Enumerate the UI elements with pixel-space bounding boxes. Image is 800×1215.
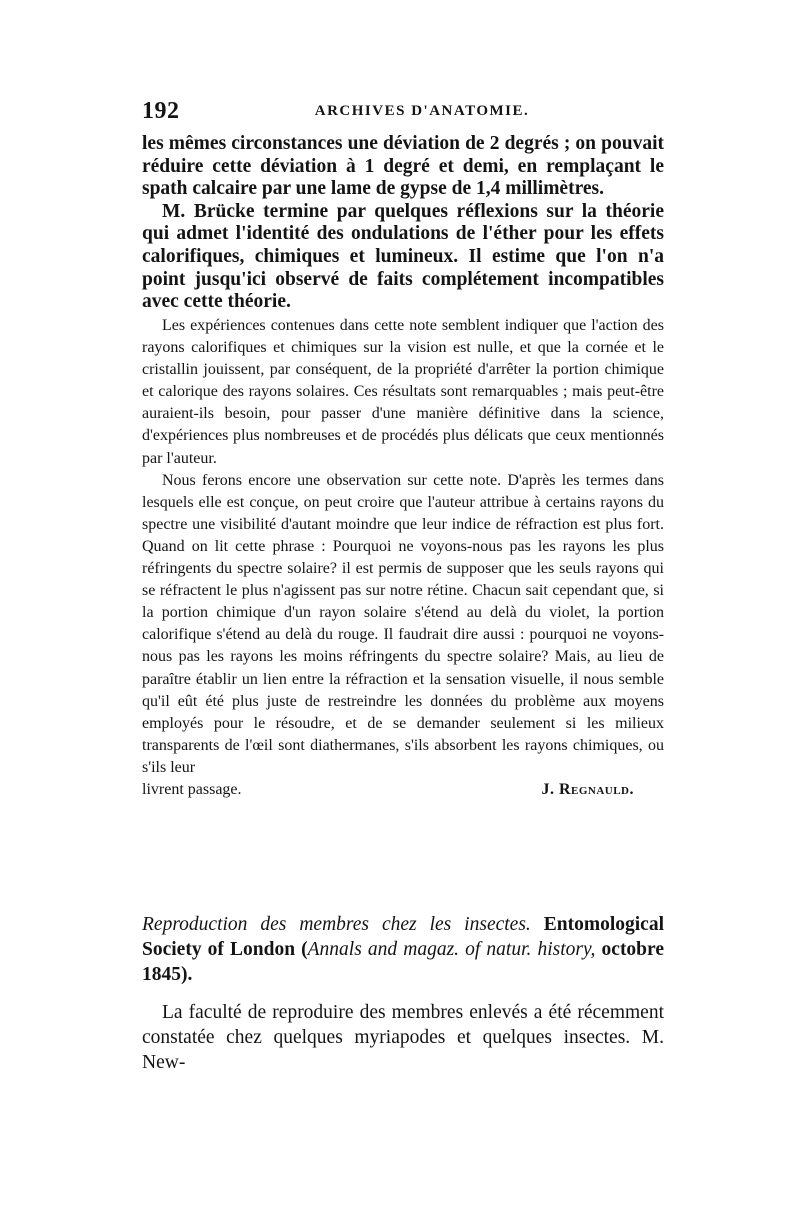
final-paragraph	[142, 1000, 664, 1075]
note-paragraph-2: Nous ferons encore une observation sur cette note. D'après les termes dans lesquels elle est conçue, on peut croire que l'auteur attribue à certains rayons du spectre une visibilité d'autant moindre que leur indice de réfraction est plus fort. Quand on lit cette phrase : Pourquoi ne voyons-nous pas les rayons les plus réfringents du spectre solaire? il est permis de supposer que les seuls rayons qui se réfractent le plus n'agissent pas sur notre rétine. Chacun sait cependant que, si la portion chimique d'un rayon solaire s'étend au delà du violet, la portion calorifique s'étend au delà du rouge. Il faudrait dire aussi : pourquoi ne voyons-nous pas les rayons les moins réfringents du spectre solaire? Mais, au lieu de paraître établir un lien entre la réfraction et la sensation visuelle, il nous semble qu'il eût été plus juste de restreindre les données du problème aux moyens employés pour le résoudre, et de se demander seulement si les milieux transparents de l'œil sont diathermanes, s'ils absorbent les rayons chimiques, ou s'ils leur	[142, 471, 664, 776]
editor-note	[142, 315, 664, 801]
journal-name: Annals and magaz. of natur. history,	[307, 939, 596, 960]
section-heading-reproduction	[142, 912, 664, 987]
note-last-line: livrent passage.	[142, 780, 242, 798]
note-closing-line	[142, 779, 664, 801]
note-signature: J. Regnauld.	[541, 780, 634, 798]
note-paragraph-1: Les expériences contenues dans cette note semblent indiquer que l'action des rayons calorifiques et chimiques sur la vision est nulle, et que la cornée et le cristallin jouissent, par conséquent, de la propriété d'arrêter la portion chimique et calorique des rayons solaires. Ces résultats sont remarquables ; mais peut-être auraient-ils besoin, pour passer d'une manière définitive dans la science, d'expériences plus nombreuses et de procédés plus délicats que ceux mentionnés par l'auteur.	[142, 317, 664, 467]
citation-date: octobre 1845).	[142, 939, 664, 985]
paragraph-brucke: M. Brücke termine par quelques réflexions sur la théorie qui admet l'identité des ondulations de l'éther pour les effets calorifiques, chimiques et lumineux. Il estime que l'on n'a point jusqu'ici observé de faits complétement incompatibles avec cette théorie.	[142, 200, 664, 313]
society-name: Entomological Society of London (	[142, 914, 664, 960]
running-title: ARCHIVES D'ANATOMIE.	[314, 103, 530, 119]
final-paragraph-text: La faculté de reproduire des membres enlevés a été récemment constatée chez quelques myriapodes et quelques insectes. M. New-	[142, 1002, 664, 1073]
opening-paragraphs	[142, 133, 664, 314]
page-header	[142, 98, 662, 128]
paragraph-continuation: les mêmes circonstances une déviation de 2 degrés ; on pouvait réduire cette déviation à 1 degré et demi, en remplaçant le spath calcaire par une lame de gypse de 1,4 millimètres.	[142, 133, 664, 200]
section-citation	[142, 912, 664, 987]
page-number: 192	[142, 98, 180, 124]
section-title: Reproduction des membres chez les insectes.	[142, 914, 531, 935]
